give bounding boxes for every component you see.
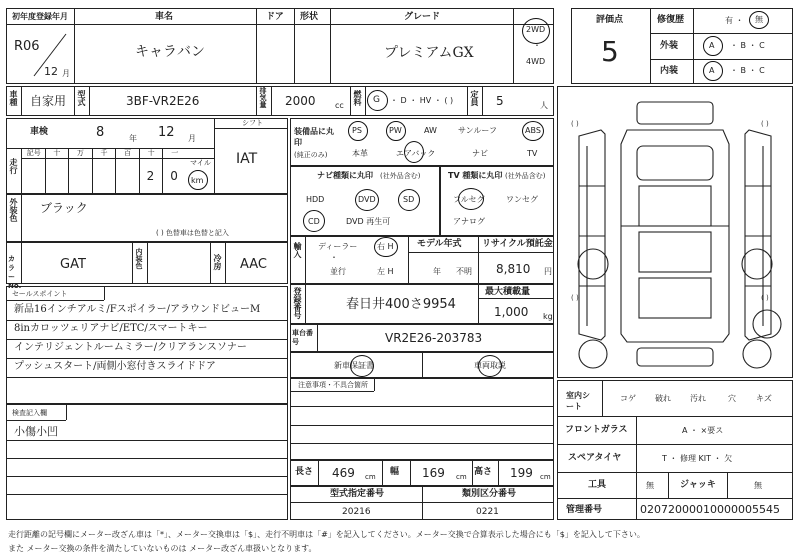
width-label: 幅 [390, 467, 400, 477]
repair-options: 有 ・ [725, 16, 744, 25]
footer-line-1: 走行距離の記号欄にメーター改ざん車は「*」、メーター交換車は「$」、走行不明車は「#」を記入してください。メーター交換で合算表示した場合にも「$」を記入して下さい。 [8, 530, 645, 539]
mileage-digit: 0 [170, 169, 178, 183]
drive-dot: ・ [533, 41, 541, 50]
equip-leather: 本革 [352, 149, 368, 158]
sales-line-2: 8inカロッツェリアナビ/ETC/スマートキー [14, 323, 208, 334]
mileage-digit: 2 [146, 169, 155, 183]
equipment-subtitle: (純正のみ) [294, 151, 328, 159]
tv-oneseg: ワンセグ [506, 195, 538, 204]
registration-value: 春日井400さ9954 [346, 297, 456, 312]
import-right-h: 右 H [377, 242, 394, 251]
fuel-selected: G [373, 95, 380, 105]
inspection-label: 車検 [30, 127, 49, 137]
mileage-header: 一 [171, 149, 179, 157]
spare-tire-value: T ・ 修理 KIT ・ 欠 [662, 454, 733, 463]
kg-unit: kg [543, 312, 553, 321]
navi-dvd-play: DVD 再生可 [346, 217, 391, 226]
score-value: 5 [601, 35, 619, 68]
exterior-a: A [709, 41, 715, 50]
svg-text:( ): ( ) [571, 294, 579, 302]
car-name: キャラバン [135, 44, 205, 60]
height-unit: cm [540, 473, 551, 481]
new-car-warranty: 新車保証書 [334, 361, 374, 370]
class-value: 0221 [476, 507, 499, 517]
sales-label: セールスポイント [12, 290, 68, 298]
width-value: 169 [422, 466, 445, 480]
seat-dirt: 汚れ [690, 394, 706, 403]
navi-dvd: DVD [358, 195, 376, 204]
mileage-header: 千 [100, 149, 108, 157]
jack-value: 無 [754, 481, 762, 490]
tv-fullseg: フルセグ [453, 195, 485, 204]
mileage-header: 記号 [26, 149, 41, 157]
drive-4wd: 4WD [526, 57, 546, 66]
yen-unit: 円 [544, 267, 552, 276]
interior-label: 内装 [660, 66, 679, 76]
color-value: ブラック [40, 201, 88, 215]
shift-value: IAT [236, 151, 258, 167]
height-label: 高さ [474, 467, 493, 477]
mileage-header: 百 [124, 149, 132, 157]
tools-label: 工具 [588, 480, 607, 490]
usage-label: 車種 [9, 90, 18, 106]
length-value: 469 [332, 466, 355, 480]
equip-abs: ABS [525, 126, 541, 135]
shift-label: シフト [242, 119, 263, 127]
navi-cd: CD [308, 217, 320, 226]
sales-line-4: プッシュスタート/両側小窓付きスライドドア [14, 361, 216, 372]
registration-label: 登録番号 [293, 287, 302, 319]
color-no-value: GAT [60, 257, 86, 272]
exterior-rest: ・ B ・ C [730, 41, 765, 50]
mileage-col-divider [45, 148, 46, 194]
equip-airbag: エアバック [396, 149, 436, 158]
grade-value: プレミアムGX [384, 45, 474, 61]
chassis-value: VR2E26-203783 [385, 331, 483, 345]
equipment-title: 装備品に丸印 [294, 127, 334, 147]
car-diagram [557, 86, 793, 378]
spare-tire-label: スペアタイヤ [568, 453, 622, 463]
model-value: 3BF-VR2E26 [126, 94, 200, 108]
notes-label: 注意事項・不具合箇所 [298, 381, 368, 389]
height-value: 199 [510, 466, 533, 480]
repair-selected: 無 [755, 15, 763, 24]
max-load-label: 最大積載量 [485, 287, 531, 297]
model-label: 型式 [77, 90, 86, 106]
first-reg-year: R06 [14, 39, 40, 54]
type-approval-value: 20216 [342, 507, 371, 517]
interior-color-label: 内装色 [135, 248, 143, 269]
model-year-unit: 年 [433, 267, 441, 276]
svg-text:( ): ( ) [761, 294, 769, 302]
navi-hdd: HDD [306, 195, 325, 204]
inspection-month: 12 [158, 125, 175, 140]
tv-title: TV 種類に丸印 [448, 171, 503, 180]
seat-label: 室内シート [566, 391, 590, 411]
color-no-label: カラーNo. [8, 255, 22, 290]
tools-value: 無 [646, 481, 654, 490]
import-dealer: ディーラー [318, 242, 358, 251]
jack-label: ジャッキ [680, 480, 716, 490]
equip-ps: PS [352, 126, 362, 135]
inspector-frame [6, 404, 288, 520]
inspector-value: 小傷小凹 [14, 425, 58, 438]
chassis-label: 車台番号 [292, 329, 313, 346]
door-label: ドア [266, 12, 284, 22]
windshield-value: A ・ ×要ス [682, 426, 724, 435]
seat-scratch: キズ [756, 394, 772, 403]
windshield-label: フロントガラス [565, 425, 628, 435]
navi-sd: SD [403, 195, 415, 204]
class-label: 類別区分番号 [462, 489, 517, 499]
equip-aw: AW [424, 126, 437, 135]
inspection-year-unit: 年 [129, 134, 137, 143]
equip-tv: TV [527, 149, 538, 158]
interior-rest: ・ B ・ C [730, 66, 765, 75]
mileage-header: 万 [76, 149, 84, 157]
svg-text:( ): ( ) [571, 120, 579, 128]
equip-pw: PW [389, 126, 402, 135]
sales-line-3: インテリジェントルームミラー/クリアランスソナー [14, 342, 247, 353]
seat-hole: 穴 [728, 394, 736, 403]
svg-text:( ): ( ) [761, 120, 769, 128]
repair-label: 修復歴 [657, 15, 685, 25]
import-dot: ・ [330, 253, 338, 262]
management-label: 管理番号 [566, 505, 603, 515]
mileage-col-divider [68, 148, 69, 194]
displacement-label: 排気量 [259, 87, 267, 108]
mile-label: マイル [190, 159, 211, 167]
type-approval-label: 型式指定番号 [330, 489, 385, 499]
fuel-label: 燃料 [353, 90, 362, 106]
recycle-label: リサイクル預託金 [482, 239, 553, 249]
inspection-year: 8 [96, 125, 105, 140]
equip-navi: ナビ [472, 149, 488, 158]
recycle-value: 8,810 [496, 262, 531, 276]
mileage-col-divider [139, 148, 140, 194]
length-label: 長さ [295, 467, 314, 477]
mileage-label: 走行 [9, 158, 18, 174]
repaint-note: ( ) 色替車は色替と記入 [156, 229, 229, 237]
max-load-value: 1,000 [494, 305, 529, 319]
model-year-unknown: 不明 [456, 267, 472, 276]
length-unit: cm [365, 473, 376, 481]
tv-analog: アナログ [453, 217, 485, 226]
person-unit: 人 [540, 101, 548, 110]
sales-line-1: 新品16インチアルミ/Fスポイラー/アラウンドビューM [14, 304, 261, 315]
mileage-header: 十 [53, 149, 61, 157]
color-label: 外装色 [9, 198, 18, 222]
navi-title-note: (社外品含む) [380, 172, 421, 180]
mileage-col-divider [162, 148, 163, 194]
drive-2wd: 2WD [526, 25, 546, 34]
import-left-h: 左 H [377, 267, 394, 276]
mileage-col-divider [115, 148, 116, 194]
cooler-label: 冷房 [213, 254, 222, 270]
cooler-value: AAC [240, 257, 267, 272]
fuel-rest: ・ D ・ HV ・ ( ) [390, 96, 454, 105]
model-year-label: モデル年式 [417, 239, 462, 249]
displacement-value: 2000 [285, 94, 316, 108]
vehicle-manual: 車両取説 [474, 361, 506, 370]
first-reg-month-unit: 月 [62, 69, 70, 78]
mileage-col-divider [92, 148, 93, 194]
management-value: 02072000010000005545 [640, 503, 780, 516]
usage-value: 自家用 [30, 94, 67, 108]
first-reg-label: 初年度登録年月 [12, 12, 68, 21]
width-unit: cm [456, 473, 467, 481]
seat-burn: コゲ [620, 394, 636, 403]
interior-a: A [709, 66, 715, 75]
seat-tear: 破れ [655, 394, 671, 403]
import-label: 輸入 [293, 242, 302, 258]
footer-line-2: また メーター交換の条件を満たしていないものは メーター改ざん車扱いとなります。 [8, 544, 317, 553]
navi-title: ナビ種類に丸印 [317, 171, 373, 180]
inspector-label: 検査記入欄 [12, 409, 47, 417]
first-reg-month: 12 [44, 65, 58, 78]
capacity-label: 定員 [470, 90, 479, 106]
shape-label: 形状 [300, 12, 319, 22]
tv-title-note: (社外品含む) [505, 172, 546, 180]
mileage-header: 十 [147, 149, 155, 157]
exterior-label: 外装 [660, 41, 679, 51]
import-parallel: 並行 [330, 267, 346, 276]
capacity-value: 5 [496, 94, 504, 108]
car-name-label: 車名 [155, 12, 174, 22]
km-label: km [191, 176, 204, 185]
grade-label: グレード [404, 12, 441, 22]
score-label: 評価点 [596, 15, 624, 25]
cc-unit: cc [335, 101, 344, 110]
inspection-month-unit: 月 [188, 134, 196, 143]
equip-sunroof: サンルーフ [458, 126, 497, 135]
